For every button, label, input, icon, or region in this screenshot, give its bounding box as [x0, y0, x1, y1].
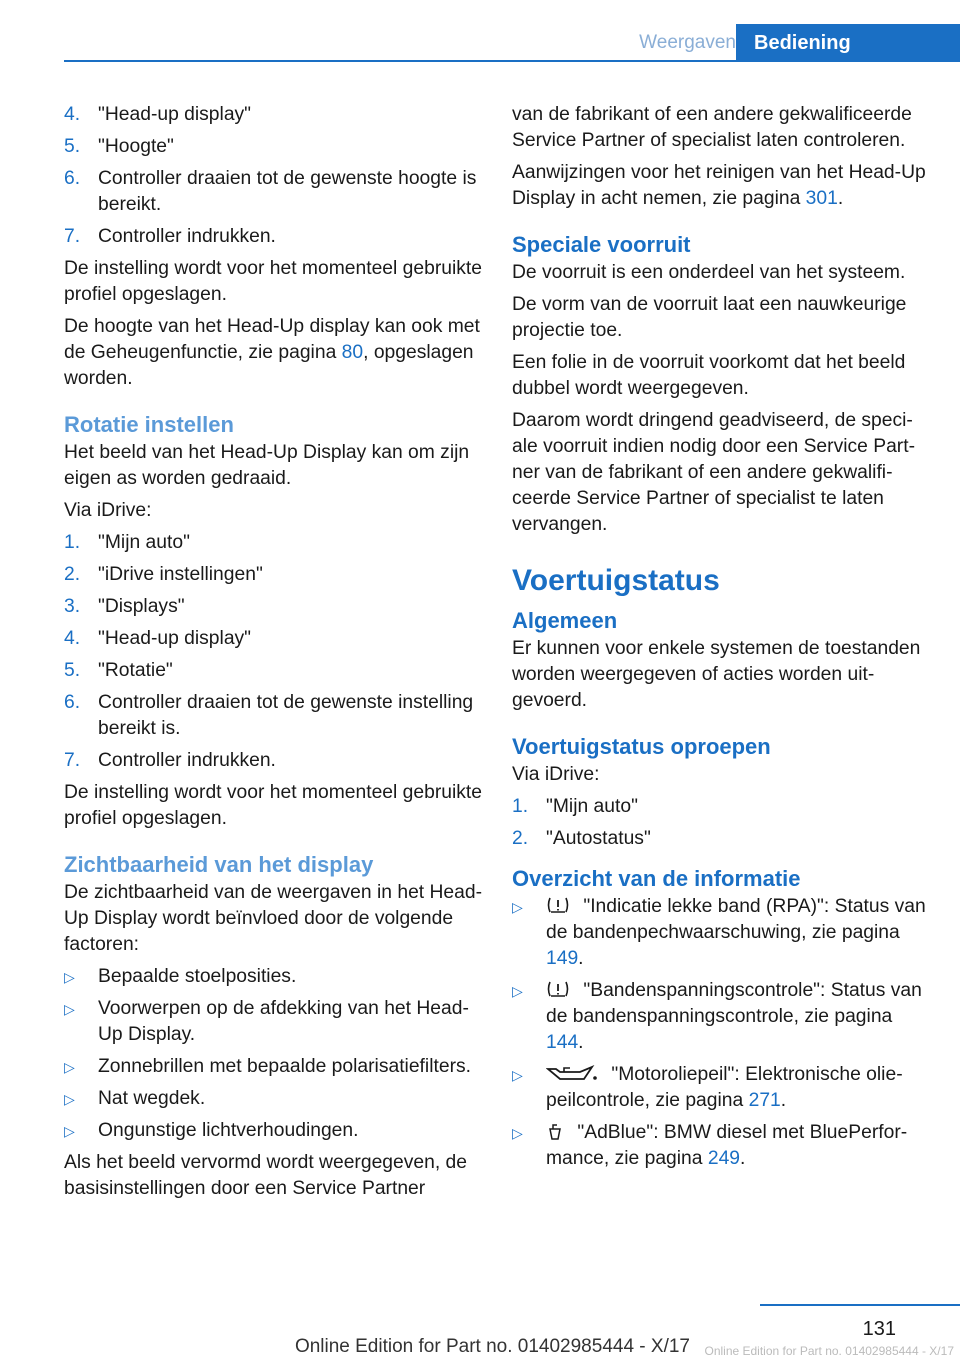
edition-note: Online Edition for Part no. 01402985444 - X/17 [294, 1336, 690, 1357]
heading-voertuigstatus: Voertuigstatus [512, 564, 720, 597]
heading-overzicht: Overzicht van de informatie [512, 866, 801, 891]
list-item: 4. "Head-up display" [64, 104, 252, 125]
list-item: ▷ Bepaalde stoelposities. [64, 964, 484, 990]
oil-can-icon [546, 1063, 598, 1083]
list-item: ▷ Nat wegdek. [64, 1086, 484, 1112]
steps-list-rotatie [64, 530, 484, 774]
paragraph: Via iDrive: [512, 764, 600, 785]
list-item: 1. "Mijn auto" [512, 796, 638, 817]
bullet-triangle-icon: ▷ [512, 1067, 523, 1083]
bullet-triangle-icon: ▷ [64, 969, 75, 985]
adblue-icon [546, 1121, 564, 1141]
paragraph: Een folie in de voorruit voorkomt dat het beeld dubbel wordt weergegeven. [512, 352, 906, 399]
bullet-triangle-icon: ▷ [512, 1125, 523, 1141]
bullet-triangle-icon: ▷ [512, 899, 523, 915]
paragraph: De hoogte van het Head-Up display kan ook met de Geheugenfunctie, zie pagina 80, opgeslagen worden. [64, 316, 480, 389]
paragraph: De zichtbaarheid van de weergaven in het Head-Up Display wordt beïnvloed door de volgende factoren: [64, 882, 483, 955]
page-link[interactable]: 249 [707, 1148, 741, 1169]
paragraph: Als het beeld vervormd wordt weergegeven, de basisinstellingen door een Service Partner [64, 1152, 467, 1199]
list-item: 6. Controller draaien tot de gewenste instelling bereikt is. [64, 692, 474, 739]
list-item: ▷ Zonnebrillen met bepaalde polarisatiefilters. [64, 1054, 484, 1080]
tab-weergaven[interactable]: Weergaven [639, 32, 736, 53]
paragraph: Daarom wordt dringend geadviseerd, de speciale voorruit indien nodig door een Service Partner van de fabrikant of een andere gekwalificeerde Service Partner of specialist te laten vervangen. [512, 410, 915, 535]
list-item: ▷ Ongunstige lichtverhoudingen. [64, 1118, 484, 1144]
bullet-triangle-icon: ▷ [64, 1091, 75, 1107]
heading-oproepen: Voertuigstatus oproepen [512, 734, 771, 759]
heading-algemeen: Algemeen [512, 608, 618, 633]
list-item: 2. "Autostatus" [512, 828, 651, 849]
page-link[interactable]: 149 [546, 948, 579, 969]
list-item: 5. "Rotatie" [64, 660, 173, 681]
list-item: 6. Controller draaien tot de gewenste hoogte is bereikt. [64, 168, 477, 215]
paragraph: De instelling wordt voor het momenteel gebruikte profiel opgeslagen. [64, 782, 482, 829]
page-link[interactable]: 301 [805, 188, 838, 209]
bullet-triangle-icon: ▷ [64, 1001, 75, 1017]
list-item: ▷ "Indicatie lekke band (RPA)": Status van de bandenpechwaarschuwing, zie pagina 149. [512, 896, 926, 969]
page-link[interactable]: 144 [546, 1032, 579, 1053]
paragraph: Er kunnen voor enkele systemen de toestanden worden weergegeven of acties worden uitgevoerd. [512, 638, 921, 711]
list-item: 2. "iDrive instellingen" [64, 564, 263, 585]
list-item: 3. "Displays" [64, 596, 185, 617]
steps-list-hoogte [64, 102, 484, 250]
list-item: 5. "Hoogte" [64, 136, 174, 157]
tab-bediening[interactable]: Bediening [736, 24, 960, 62]
list-item: 1. "Mijn auto" [64, 532, 190, 553]
heading-zichtbaarheid: Zichtbaarheid van het display [64, 852, 374, 877]
list-item: 7. Controller indrukken. [64, 750, 276, 771]
list-item: ▷ "AdBlue": BMW diesel met BluePerformance, zie pagina 249. [512, 1122, 908, 1169]
factors-list [64, 964, 484, 1144]
bullet-triangle-icon: ▷ [64, 1059, 75, 1075]
bullet-triangle-icon: ▷ [512, 983, 523, 999]
paragraph: De vorm van de voorruit laat een nauwkeurige projectie toe. [512, 294, 907, 341]
tire-warning-icon [546, 895, 570, 915]
paragraph: De instelling wordt voor het momenteel gebruikte profiel opgeslagen. [64, 258, 482, 305]
paragraph: De voorruit is een onderdeel van het systeem. [512, 262, 906, 283]
page-link[interactable]: 271 [748, 1090, 781, 1111]
paragraph: Aanwijzingen voor het reinigen van het Head-Up Display in acht nemen, zie pagina 301. [512, 162, 926, 209]
page-header [64, 24, 960, 62]
page-link[interactable]: 80 [341, 342, 364, 363]
bullet-triangle-icon: ▷ [64, 1123, 75, 1139]
paragraph: Via iDrive: [64, 500, 152, 521]
list-item: 4. "Head-up display" [64, 628, 252, 649]
list-item: 7. Controller indrukken. [64, 226, 276, 247]
list-item: ▷ Voorwerpen op de afdekking van het Head-Up Display. [64, 998, 469, 1045]
left-column [64, 102, 484, 1208]
tire-pressure-icon [546, 979, 570, 999]
list-item: ▷ "Bandenspanningscontrole": Status van de bandenspanningscontrole, zie pagina 144. [512, 980, 922, 1053]
steps-list-status [512, 794, 932, 852]
heading-rotatie: Rotatie instellen [64, 412, 234, 437]
right-column [512, 102, 932, 1178]
list-item: ▷ "Motoroliepeil": Elektronische oliepeilcontrole, zie pagina 271. [512, 1064, 903, 1111]
info-list [512, 894, 932, 1172]
paragraph: Het beeld van het Head-Up Display kan om zijn eigen as worden gedraaid. [64, 442, 470, 489]
header-divider [64, 60, 960, 62]
page-number: 131 [862, 1318, 896, 1340]
paragraph: van de fabrikant of een andere gekwalificeerde Service Partner of specialist laten controleren. [512, 104, 912, 151]
footer-divider [760, 1304, 960, 1306]
heading-voorruit: Speciale voorruit [512, 232, 691, 257]
watermark: Online Edition for Part no. 01402985444 - X/17 [704, 1344, 954, 1358]
